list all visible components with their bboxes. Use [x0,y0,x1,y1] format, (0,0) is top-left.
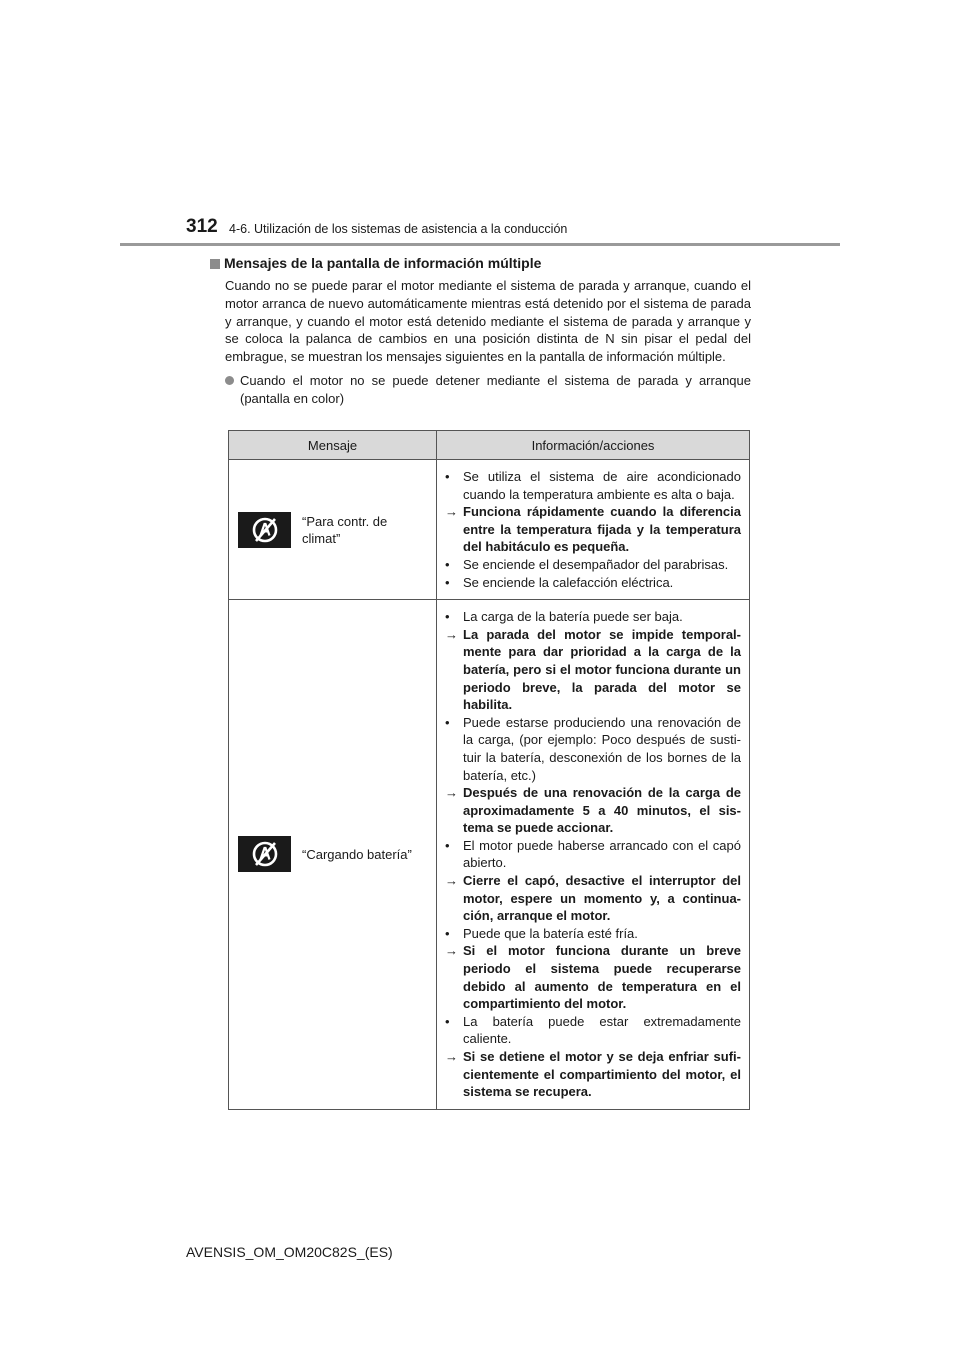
item-text: Puede que la batería esté fría. [463,925,638,941]
item-text: Puede estarse produciendo una renovación de la carga, (por ejemplo: Poco después de susti-tuir la batería, desconexión de los bornes de la batería, etc.) [463,714,741,783]
message-cell [229,600,437,1110]
header-divider [120,243,840,246]
column-header-message: Mensaje [229,431,437,460]
action-item [445,784,741,837]
action-item [445,626,741,714]
bullet-paragraph [225,372,751,408]
chapter-title: 4-6. Utilización de los sistemas de asistencia a la conducción [229,222,568,236]
column-header-info: Información/acciones [437,431,750,460]
info-item [445,714,741,784]
page-header [0,0,960,250]
message-text: “Para contr. de climat” [302,513,388,546]
document-code: AVENSIS_OM_OM20C82S_(ES) [186,1244,393,1260]
arrow-icon: → [445,785,458,801]
item-text: Se enciende la calefacción eléctrica. [463,574,674,590]
bullet-icon: • [445,1013,450,1029]
bullet-icon: • [445,714,450,730]
section-title-text: Mensajes de la pantalla de información múltiple [224,255,542,271]
arrow-icon: → [445,504,458,520]
intro-paragraph: Cuando no se puede parar el motor mediante el sistema de parada y arranque, cuando el motor arranca de nuevo automáticamente mientras está detenido por el sistema de parada y arranque, y cuando el motor está detenido mediante el sistema de parada y arranque y se coloca la palanca de cambios en una posición distinta de N sin pisar el pedal del embrague, se muestran los mensajes siguientes en la pantalla de información múltiple. [225,278,751,365]
bullet-text: Cuando el motor no se puede detener mediante el sistema de parada y arranque (pantalla en color) [240,372,751,406]
messages-table [228,430,750,1110]
action-item [445,872,741,925]
bullet-icon: • [445,469,450,484]
message-cell [229,460,437,600]
bullet-icon: • [445,609,450,625]
stop-start-off-icon [238,512,291,548]
bullet-icon: • [445,837,450,853]
info-item [445,556,741,574]
message-text: “Cargando batería” [302,846,412,862]
item-text: Se utiliza el sistema de aire acondicionado cuando la temperatura ambiente es alta o baja. [463,469,741,502]
action-item [445,1048,741,1101]
table-row [229,460,750,600]
arrow-icon: → [445,1049,458,1064]
info-item [445,837,741,872]
bullet-icon: • [445,574,450,590]
info-cell [437,600,750,1110]
info-item [445,608,741,626]
item-text: El motor puede haberse arrancado con el capó abierto. [463,837,741,871]
square-bullet-icon [210,259,220,269]
item-text: Se enciende el desempañador del parabrisas. [463,556,729,572]
round-bullet-icon [225,376,234,385]
info-item [445,574,741,592]
table-row [229,600,750,1110]
item-text: Si el motor funciona durante un breve periodo el sistema puede recuperarse debido al aumento de temperatura en el compartimiento del motor. [463,943,741,1012]
item-text: La carga de la batería puede ser baja. [463,609,683,625]
message-cell-content [230,512,435,548]
item-text: Si se detiene el motor y se deja enfriar sufi-cientemente el compartimiento del motor, el sistema se recupera. [463,1049,741,1100]
section-multi-info-messages [210,254,750,408]
info-item [445,925,741,943]
info-cell [437,460,750,600]
bullet-icon: • [445,556,450,572]
arrow-icon: → [445,626,458,642]
bullet-icon: • [445,925,450,941]
item-text: La parada del motor se impide temporal-mente para dar prioridad a la carga de la batería, pero si el motor funciona durante un periodo breve, la parada del motor se habilita. [463,626,741,713]
info-item [445,468,741,503]
stop-start-off-icon [238,836,291,872]
page-number: 312 [186,216,218,237]
table-header-row [229,431,750,460]
item-text: La batería puede estar extremadamente caliente. [463,1013,741,1047]
message-cell-content [230,836,435,872]
item-text: Después de una renovación de la carga de aproximadamente 5 a 40 minutos, el sis-tema se puede accionar. [463,785,741,836]
action-item [445,942,741,1012]
item-text: Funciona rápidamente cuando la diferencia entre la temperatura fijada y la temperatura del habitáculo es pequeña. [463,504,741,555]
arrow-icon: → [445,943,458,959]
arrow-icon: → [445,873,458,889]
info-item [445,1013,741,1048]
item-text: Cierre el capó, desactive el interruptor del motor, espere un momento y, a continua-ción, arranque el motor. [463,873,741,924]
section-title [210,254,750,273]
action-item [445,503,741,556]
